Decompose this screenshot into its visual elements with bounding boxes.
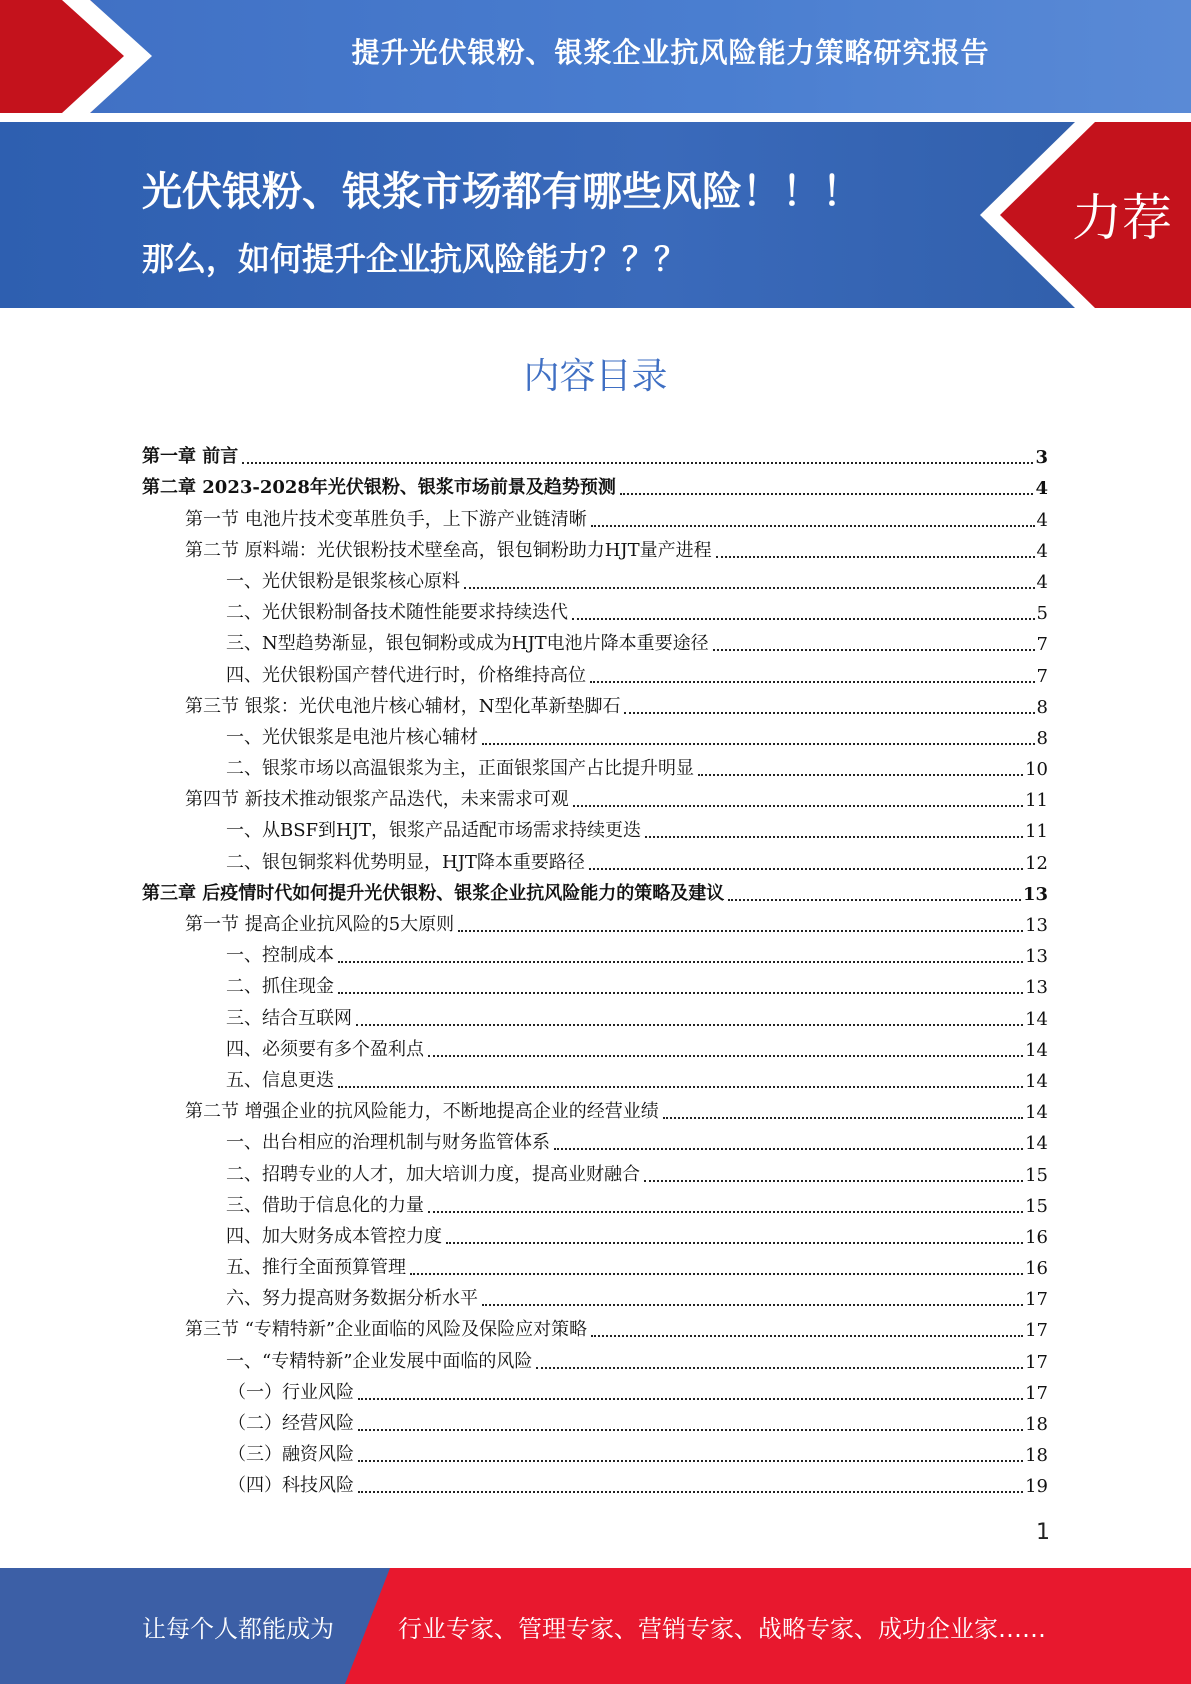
toc-entry-title: 五、信息更迭 [226,1069,334,1091]
toc-leader-dots [620,493,1034,495]
toc-entry-page: 10 [1025,759,1048,781]
hero-headline: 光伏银粉、银浆市场都有哪些风险！！！ [142,169,862,215]
toc-entry-title: 一、出台相应的治理机制与财务监管体系 [226,1132,550,1154]
toc-leader-dots [338,961,1023,963]
toc-entry[interactable] [142,905,1048,936]
toc-entry-page: 15 [1025,1164,1048,1186]
toc-leader-dots [242,462,1033,464]
toc-list [142,437,1048,1497]
toc-entry-title: （二）经营风险 [228,1413,354,1434]
toc-entry[interactable] [142,936,1048,967]
toc-entry-page: 14 [1025,1133,1048,1155]
toc-entry[interactable] [142,1248,1048,1279]
toc-entry-title: 第一章 前言 [142,446,239,468]
toc-entry[interactable] [142,967,1048,998]
toc-entry-page: 14 [1025,1070,1048,1092]
toc-leader-dots [728,899,1021,901]
toc-entry-title: 三、结合互联网 [226,1007,352,1029]
toc-entry[interactable] [142,749,1048,780]
toc-entry-title: 二、银包铜浆料优势明显，HJT降本重要路径 [226,851,585,873]
toc-entry-title: 三、借助于信息化的力量 [226,1194,424,1216]
toc-entry-title: 第三章 后疫情时代如何提升光伏银粉、银浆企业抗风险能力的策略及建议 [142,882,725,904]
footer-slogan-left: 让每个人都能成为 [142,1614,334,1643]
toc-entry-title: 第四节 新技术推动银浆产品迭代，未来需求可观 [185,789,569,811]
toc-entry-page: 17 [1025,1351,1048,1373]
toc-entry[interactable] [142,998,1048,1029]
toc-entry[interactable] [142,718,1048,749]
footer-banner [0,1568,1191,1684]
toc-leader-dots [338,1086,1023,1088]
page-number: 1 [1036,1520,1050,1545]
toc-leader-dots [554,1148,1023,1150]
toc-entry[interactable] [142,1061,1048,1092]
toc-entry[interactable] [142,1154,1048,1185]
toc-entry-page: 8 [1036,727,1048,749]
report-title: 提升光伏银粉、银浆企业抗风险能力策略研究报告 [351,36,990,69]
toc-entry-page: 19 [1025,1476,1048,1498]
toc-leader-dots [358,1429,1023,1431]
toc-leader-dots [446,1242,1023,1244]
toc-entry[interactable] [142,1466,1048,1497]
toc-entry-page: 14 [1025,1102,1048,1124]
toc-leader-dots [713,649,1035,651]
toc-entry-title: （三）融资风险 [228,1444,354,1466]
toc-entry-title: 四、光伏银粉国产替代进行时，价格维持高位 [226,664,586,686]
toc-entry-title: 五、推行全面预算管理 [226,1257,406,1279]
toc-leader-dots [482,743,1035,745]
toc-entry[interactable] [142,1030,1048,1061]
toc-entry[interactable] [142,1373,1048,1404]
toc-leader-dots [358,1398,1023,1400]
toc-entry-page: 4 [1036,540,1048,562]
toc-entry-title: 第三节 银浆：光伏电池片核心辅材，N型化革新垫脚石 [185,695,621,717]
toc-entry-page: 13 [1025,977,1048,999]
toc-entry[interactable] [142,780,1048,811]
toc-entry-title: 一、“专精特新”企业发展中面临的风险 [226,1350,533,1372]
toc-leader-dots [644,1180,1023,1182]
toc-entry-page: 16 [1025,1258,1048,1280]
toc-leader-dots [589,868,1023,870]
toc-entry-title: 第二节 增强企业的抗风险能力，不断地提高企业的经营业绩 [185,1101,659,1123]
toc-leader-dots [410,1273,1023,1275]
hero-subheadline: 那么，如何提升企业抗风险能力？？？ [142,240,687,278]
toc-entry-page: 13 [1025,946,1048,968]
toc-leader-dots [482,1304,1023,1306]
toc-entry-title: 四、必须要有多个盈利点 [226,1038,424,1060]
toc-leader-dots [590,681,1035,683]
toc-entry-title: 一、控制成本 [226,945,334,967]
toc-leader-dots [573,805,1023,807]
toc-entry-page: 18 [1025,1445,1048,1467]
toc-entry-page: 7 [1036,634,1048,656]
toc-entry-title: 第二节 原料端：光伏银粉技术壁垒高，银包铜粉助力HJT量产进程 [185,539,712,561]
toc-entry-page: 11 [1025,821,1048,843]
toc-entry-title: 一、光伏银浆是电池片核心辅材 [226,726,478,748]
toc-leader-dots [458,930,1023,932]
toc-leader-dots [716,556,1035,558]
toc-entry[interactable] [142,1092,1048,1123]
toc-entry-title: 二、招聘专业的人才，加大培训力度，提高业财融合 [226,1163,640,1185]
toc-leader-dots [338,992,1023,994]
toc-leader-dots [358,1460,1023,1462]
toc-entry-page: 13 [1022,883,1048,905]
toc-entry-title: 六、努力提高财务数据分析水平 [226,1288,478,1310]
toc-entry[interactable] [142,687,1048,718]
toc-leader-dots [624,712,1034,714]
toc-entry[interactable] [142,655,1048,686]
toc-entry[interactable] [142,1310,1048,1341]
toc-entry-page: 11 [1025,790,1048,812]
toc-entry-page: 4 [1036,571,1048,593]
toc-entry-title: 一、从BSF到HJT，银浆产品适配市场需求持续更迭 [226,820,641,842]
toc-leader-dots [428,1055,1023,1057]
toc-leader-dots [356,1024,1023,1026]
toc-entry[interactable] [142,811,1048,842]
toc-entry-title: 第二章 2023-2028年光伏银粉、银浆市场前景及趋势预测 [142,477,616,499]
toc-entry[interactable] [142,1279,1048,1310]
toc-entry-page: 18 [1025,1414,1048,1435]
toc-entry[interactable] [142,624,1048,655]
toc-entry[interactable] [142,1186,1048,1217]
top-banner [0,0,1191,113]
toc-entry-title: 第一节 提高企业抗风险的5大原则 [185,914,455,935]
toc-leader-dots [572,618,1035,620]
toc-leader-dots [645,836,1023,838]
toc-entry-title: 二、抓住现金 [226,976,334,998]
toc-entry-page: 5 [1036,603,1048,625]
toc-leader-dots [591,1335,1023,1337]
toc-entry[interactable] [142,1404,1048,1435]
toc-entry-title: 第三节 “专精特新”企业面临的风险及保险应对策略 [185,1319,588,1341]
toc-entry-title: （四）科技风险 [228,1475,354,1497]
recommend-badge-text: 力荐 [1072,189,1172,247]
toc-entry-page: 14 [1025,1039,1048,1061]
toc-entry-page: 17 [1025,1289,1048,1311]
toc-entry-page: 17 [1025,1382,1048,1404]
toc-entry[interactable] [142,842,1048,873]
toc-entry[interactable] [142,468,1048,499]
toc-entry-title: 四、加大财务成本管控力度 [226,1225,442,1247]
toc-entry[interactable] [142,1341,1048,1372]
toc-entry[interactable] [142,562,1048,593]
toc-entry-page: 3 [1035,447,1048,469]
toc-entry-page: 15 [1025,1195,1048,1217]
toc-entry[interactable] [142,437,1048,468]
toc-entry[interactable] [142,1123,1048,1154]
toc-entry-page: 4 [1035,478,1048,500]
toc-entry-page: 4 [1036,509,1048,531]
toc-leader-dots [663,1117,1023,1119]
toc-entry-page: 7 [1036,665,1048,687]
toc-entry-page: 17 [1025,1320,1048,1342]
toc-entry-title: 三、N型趋势渐显，银包铜粉或成为HJT电池片降本重要途径 [226,633,709,655]
toc-entry-page: 8 [1036,696,1048,718]
toc-entry-page: 16 [1025,1226,1048,1248]
toc-entry[interactable] [142,1435,1048,1466]
toc-title: 内容目录 [523,356,668,397]
toc-entry-page: 13 [1025,915,1048,936]
toc-entry-title: 二、光伏银粉制备技术随性能要求持续迭代 [226,602,568,624]
toc-leader-dots [591,525,1035,527]
footer-slogan-right: 行业专家、管理专家、营销专家、战略专家、成功企业家…… [398,1614,1046,1643]
toc-leader-dots [536,1367,1023,1369]
toc-leader-dots [464,587,1035,589]
toc-entry[interactable] [142,1217,1048,1248]
toc-leader-dots [698,774,1023,776]
toc-entry-title: 第一节 电池片技术变革胜负手，上下游产业链清晰 [185,508,587,530]
toc-entry-page: 12 [1025,852,1048,874]
toc-entry-page: 14 [1025,1008,1048,1030]
toc-leader-dots [358,1491,1023,1493]
toc-entry[interactable] [142,531,1048,562]
toc-entry[interactable] [142,874,1048,905]
toc-entry-title: （一）行业风险 [228,1381,354,1403]
toc-entry[interactable] [142,593,1048,624]
toc-entry-title: 二、银浆市场以高温银浆为主，正面银浆国产占比提升明显 [226,758,694,780]
hero-banner [0,122,1191,308]
toc-entry-title: 一、光伏银粉是银浆核心原料 [226,570,460,592]
toc-leader-dots [428,1211,1023,1213]
toc-entry[interactable] [142,499,1048,530]
